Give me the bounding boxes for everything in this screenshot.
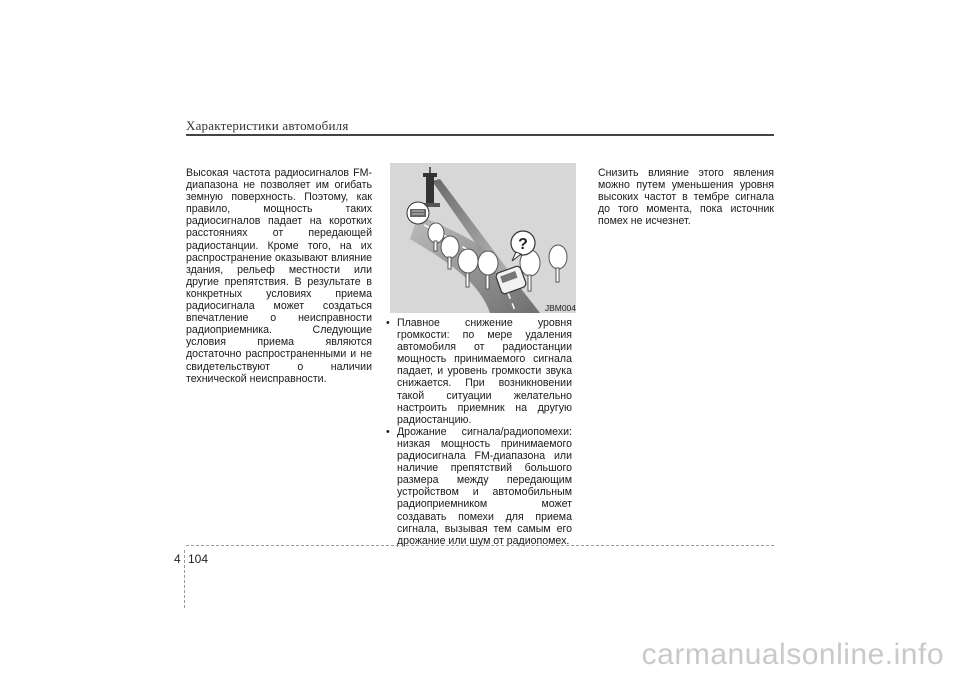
page-header-title: Характеристики автомобиля — [186, 118, 349, 133]
treble-advice-paragraph: Снизить влияние этого явления можно путем уменьшения уровня высоких частот в тембре сигнала до того момента, пока источник помех не исчезнет. — [598, 167, 774, 228]
watermark: carmanualsonline.info — [641, 638, 944, 671]
figure-code: JBM004 — [544, 303, 576, 313]
radio-bubble-icon — [407, 202, 429, 224]
bullet-volume-decrease: • Плавное снижение уровня громкости: по мере удаления автомобиля от радиостанции мощность принимаемого сигнала падает, и уровень громкости звука снижается. При возникновении такой ситуации желательно настроить приемник на другую радиостанцию. — [386, 317, 572, 426]
column-right — [598, 167, 774, 227]
footer-vertical-rule — [184, 550, 185, 608]
radio-reception-figure — [390, 163, 576, 313]
column-middle — [386, 317, 572, 547]
chapter-number: 4 — [174, 552, 181, 566]
question-mark: ? — [518, 236, 528, 253]
intro-paragraph: Высокая частота радиосигналов FM-диапазона не позволяет им огибать земную поверхность. Поэтому, как правило, мощность таких радиосигналов падает на коротких расстояниях от передающей радиостанции. Кроме того, на их распространение оказывают влияние здания, рельеф местности или другие препятствия. В результате в конкретных условиях приема радиосигнала может создаться впечатление о неисправности радиоприемника. Следующие условия приема являются достаточно распространенными и не свидетельствуют о наличии технической неисправности. — [186, 167, 372, 385]
column-left — [186, 167, 372, 385]
page-number: 104 — [188, 552, 209, 566]
header-rule — [186, 134, 774, 136]
radio-reception-illustration — [390, 163, 576, 313]
bullet-signal-flutter: • Дрожание сигнала/радиопомехи: низкая мощность принимаемого радиосигнала FM-диапазона или наличие препятствий большого размера между передающим устройством и автомобильным радиоприемником может создавать помехи для приема сигнала, вызывая тем самым его дрожание или шум от радиопомех. — [386, 426, 572, 547]
footer-rule — [186, 545, 774, 546]
